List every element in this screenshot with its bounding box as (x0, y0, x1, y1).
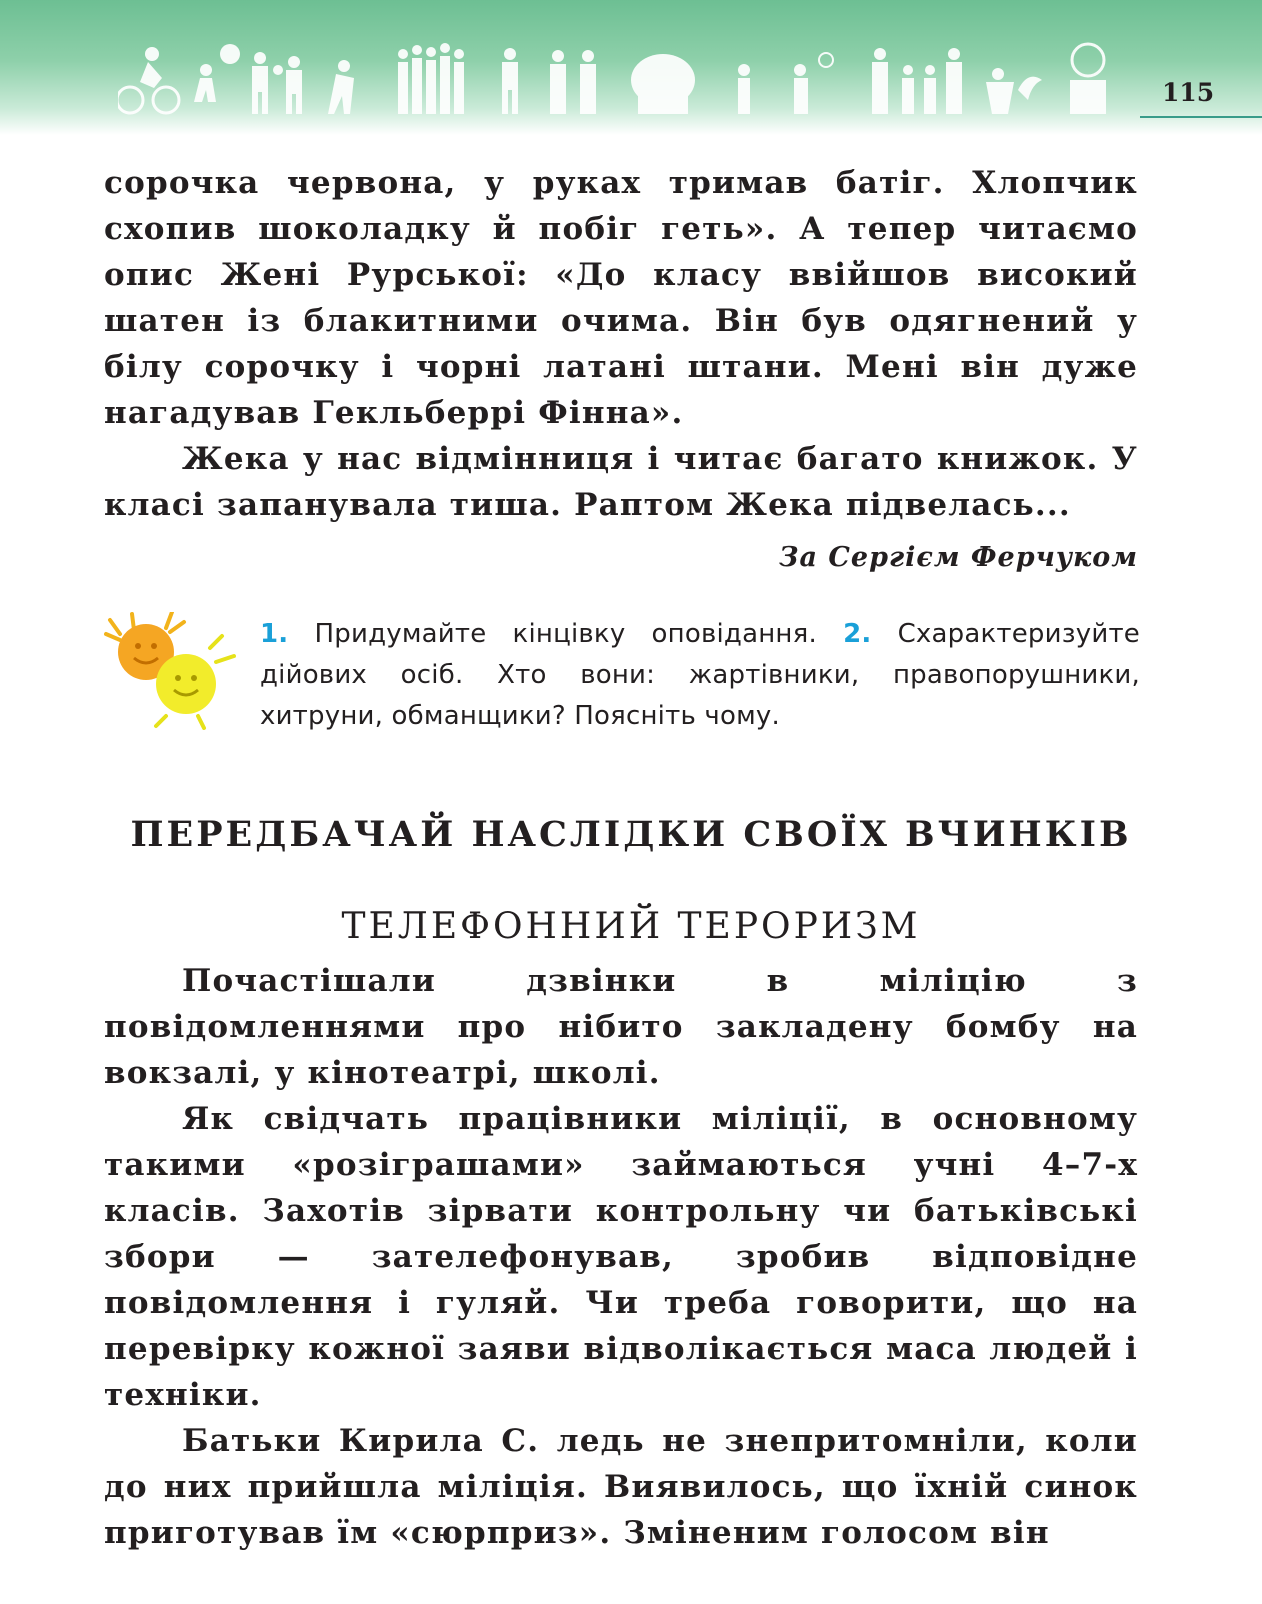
story-paragraph: Батьки Кирила С. ледь не знепритомніли, коли до них прийшла міліція. Виявилось, що їхній синок приготував їм «сюрприз». Зміненим голосом він (104, 1423, 1138, 1551)
excerpt-text (104, 160, 1138, 528)
excerpt-paragraph: сорочка червона, у руках тримав батіг. Хлопчик схопив шоколадку й побіг геть». А тепер читаємо опис Жені Рурської: «До класу ввійшов високий шатен із блакитними очима. Він був одягнений у білу сорочку і чорні латані штани. Мені він дуже нагадував Гекльберрі Фінна». (104, 165, 1138, 431)
page-number: 115 (1162, 78, 1215, 107)
section-title: ПЕРЕДБАЧАЙ НАСЛІДКИ СВОЇХ ВЧИНКІВ (130, 814, 1132, 855)
story-title: ТЕЛЕФОННИЙ ТЕРОРИЗМ (341, 906, 921, 947)
author-attribution: За Сергієм Ферчуком (779, 542, 1138, 573)
task-text: Придумайте кінцівку оповідання. (314, 619, 817, 649)
story-paragraph: Почастішали дзвінки в міліцію з повідомленнями про нібито закладену бомбу на вокзалі, у кінотеатрі, школі. (104, 963, 1138, 1091)
people-silhouettes-icon (118, 40, 1128, 115)
header-banner (0, 0, 1262, 135)
task-block (260, 614, 1140, 737)
story-text (104, 958, 1138, 1556)
story-paragraph: Як свідчать працівники міліції, в основному такими «розіграшами» займаються учні 4–7-х класів. Захотів зірвати контрольну чи батьківські збори — зателефонував, зробив відповідне повідомлення і гуляй. Чи треба говорити, що на перевірку кожної заяви відволікається маса людей і техніки. (104, 1101, 1138, 1413)
excerpt-paragraph: Жека у нас відмінниця і читає багато книжок. У класі запанувала тиша. Раптом Жека підвелась... (104, 441, 1138, 523)
page-number-rule (1140, 116, 1262, 118)
task-number: 1. (260, 619, 289, 649)
task-number: 2. (843, 619, 872, 649)
task-text: Схарактеризуйте дійових осіб. Хто вони: жартівники, правопорушники, хитруни, обманщики? Поясніть чому. (260, 619, 1140, 731)
smiley-suns-icon (102, 612, 242, 730)
